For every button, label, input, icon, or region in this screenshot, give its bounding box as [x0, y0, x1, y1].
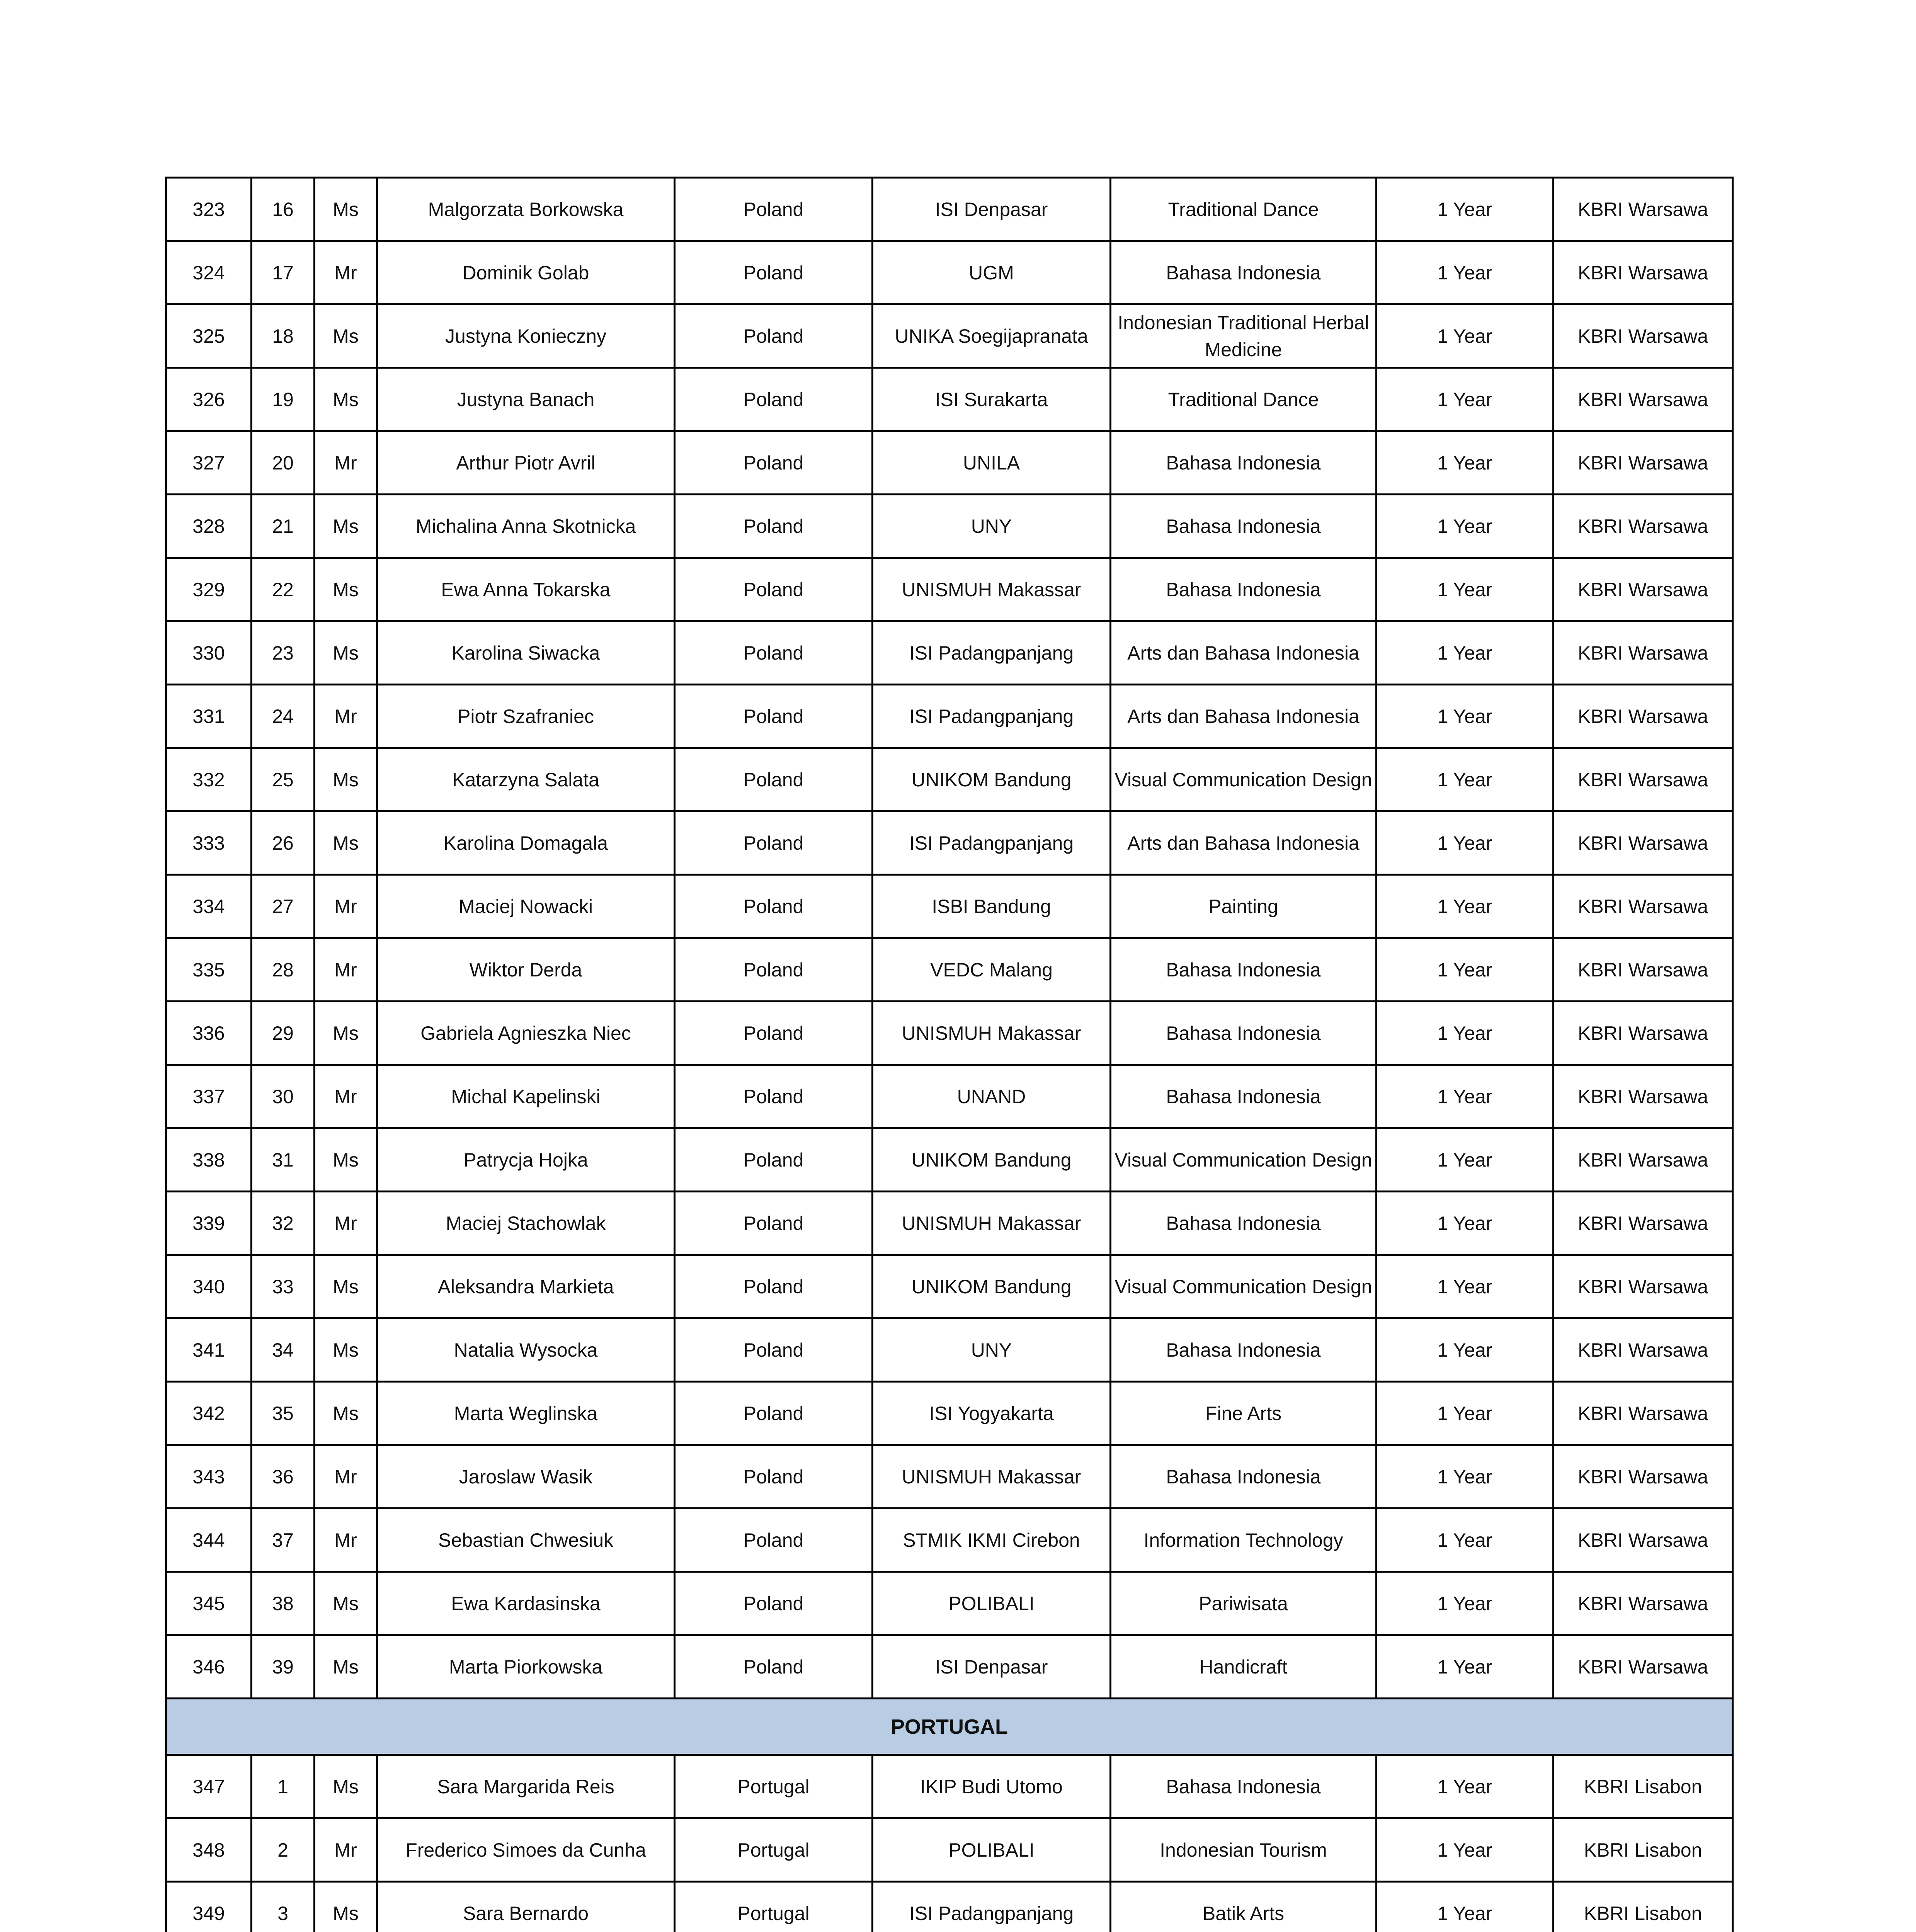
university-cell: POLIBALI: [873, 1572, 1111, 1635]
country-cell: Poland: [675, 811, 873, 875]
program-cell: Fine Arts: [1111, 1382, 1377, 1445]
row-number-cell: 326: [166, 368, 252, 431]
university-cell: ISI Padangpanjang: [873, 811, 1111, 875]
name-cell: Karolina Domagala: [377, 811, 675, 875]
country-number-cell: 2: [252, 1818, 315, 1882]
university-cell: ISI Denpasar: [873, 1635, 1111, 1699]
name-cell: Arthur Piotr Avril: [377, 431, 675, 495]
university-cell: UNILA: [873, 431, 1111, 495]
title-cell: Ms: [315, 1382, 377, 1445]
university-cell: ISI Padangpanjang: [873, 621, 1111, 685]
university-cell: ISI Padangpanjang: [873, 685, 1111, 748]
embassy-cell: KBRI Warsawa: [1554, 1572, 1733, 1635]
title-cell: Mr: [315, 241, 377, 304]
country-number-cell: 20: [252, 431, 315, 495]
table-row: [166, 368, 1733, 431]
duration-cell: 1 Year: [1377, 875, 1554, 938]
title-cell: Mr: [315, 1818, 377, 1882]
country-cell: Poland: [675, 241, 873, 304]
name-cell: Gabriela Agnieszka Niec: [377, 1002, 675, 1065]
country-number-cell: 19: [252, 368, 315, 431]
country-number-cell: 31: [252, 1128, 315, 1192]
embassy-cell: KBRI Warsawa: [1554, 431, 1733, 495]
program-cell: Visual Communication Design: [1111, 748, 1377, 811]
country-cell: Portugal: [675, 1882, 873, 1932]
row-number-cell: 340: [166, 1255, 252, 1318]
embassy-cell: KBRI Warsawa: [1554, 1255, 1733, 1318]
country-cell: Poland: [675, 1318, 873, 1382]
university-cell: UNIKA Soegijapranata: [873, 304, 1111, 368]
program-cell: Traditional Dance: [1111, 368, 1377, 431]
table-row: [166, 178, 1733, 241]
row-number-cell: 328: [166, 495, 252, 558]
program-cell: Arts dan Bahasa Indonesia: [1111, 811, 1377, 875]
name-cell: Malgorzata Borkowska: [377, 178, 675, 241]
embassy-cell: KBRI Warsawa: [1554, 1192, 1733, 1255]
country-number-cell: 36: [252, 1445, 315, 1509]
country-number-cell: 26: [252, 811, 315, 875]
row-number-cell: 342: [166, 1382, 252, 1445]
country-cell: Poland: [675, 1445, 873, 1509]
country-number-cell: 23: [252, 621, 315, 685]
embassy-cell: KBRI Lisabon: [1554, 1818, 1733, 1882]
program-cell: Indonesian Tourism: [1111, 1818, 1377, 1882]
country-cell: Poland: [675, 1572, 873, 1635]
participants-table: [165, 177, 1734, 1932]
embassy-cell: KBRI Warsawa: [1554, 1065, 1733, 1128]
program-cell: Bahasa Indonesia: [1111, 1065, 1377, 1128]
name-cell: Jaroslaw Wasik: [377, 1445, 675, 1509]
embassy-cell: KBRI Warsawa: [1554, 938, 1733, 1002]
program-cell: Bahasa Indonesia: [1111, 431, 1377, 495]
duration-cell: 1 Year: [1377, 1635, 1554, 1699]
embassy-cell: KBRI Warsawa: [1554, 1128, 1733, 1192]
title-cell: Mr: [315, 431, 377, 495]
embassy-cell: KBRI Warsawa: [1554, 1318, 1733, 1382]
program-cell: Bahasa Indonesia: [1111, 241, 1377, 304]
duration-cell: 1 Year: [1377, 368, 1554, 431]
name-cell: Dominik Golab: [377, 241, 675, 304]
embassy-cell: KBRI Warsawa: [1554, 368, 1733, 431]
name-cell: Michalina Anna Skotnicka: [377, 495, 675, 558]
row-number-cell: 324: [166, 241, 252, 304]
program-cell: Bahasa Indonesia: [1111, 1002, 1377, 1065]
row-number-cell: 345: [166, 1572, 252, 1635]
row-number-cell: 323: [166, 178, 252, 241]
program-cell: Visual Communication Design: [1111, 1255, 1377, 1318]
program-cell: Bahasa Indonesia: [1111, 1318, 1377, 1382]
country-number-cell: 38: [252, 1572, 315, 1635]
university-cell: ISBI Bandung: [873, 875, 1111, 938]
embassy-cell: KBRI Warsawa: [1554, 748, 1733, 811]
name-cell: Ewa Kardasinska: [377, 1572, 675, 1635]
university-cell: ISI Surakarta: [873, 368, 1111, 431]
name-cell: Sara Margarida Reis: [377, 1755, 675, 1818]
country-cell: Poland: [675, 1192, 873, 1255]
title-cell: Ms: [315, 748, 377, 811]
name-cell: Natalia Wysocka: [377, 1318, 675, 1382]
title-cell: Ms: [315, 1128, 377, 1192]
table-row: [166, 1002, 1733, 1065]
table-row: [166, 304, 1733, 368]
table-row: [166, 685, 1733, 748]
country-number-cell: 33: [252, 1255, 315, 1318]
country-cell: Poland: [675, 304, 873, 368]
duration-cell: 1 Year: [1377, 1065, 1554, 1128]
country-cell: Poland: [675, 1002, 873, 1065]
country-cell: Poland: [675, 495, 873, 558]
country-number-cell: 39: [252, 1635, 315, 1699]
row-number-cell: 341: [166, 1318, 252, 1382]
program-cell: Indonesian Traditional Herbal Medicine: [1111, 304, 1377, 368]
title-cell: Ms: [315, 304, 377, 368]
title-cell: Ms: [315, 1882, 377, 1932]
program-cell: Information Technology: [1111, 1509, 1377, 1572]
duration-cell: 1 Year: [1377, 1255, 1554, 1318]
row-number-cell: 347: [166, 1755, 252, 1818]
row-number-cell: 339: [166, 1192, 252, 1255]
country-cell: Poland: [675, 875, 873, 938]
row-number-cell: 348: [166, 1818, 252, 1882]
table-row: [166, 1445, 1733, 1509]
table-row: [166, 1509, 1733, 1572]
name-cell: Karolina Siwacka: [377, 621, 675, 685]
table-row: [166, 1755, 1733, 1818]
university-cell: POLIBALI: [873, 1818, 1111, 1882]
program-cell: Bahasa Indonesia: [1111, 1192, 1377, 1255]
country-number-cell: 30: [252, 1065, 315, 1128]
country-cell: Poland: [675, 431, 873, 495]
name-cell: Wiktor Derda: [377, 938, 675, 1002]
country-number-cell: 3: [252, 1882, 315, 1932]
table-row: [166, 558, 1733, 621]
duration-cell: 1 Year: [1377, 495, 1554, 558]
university-cell: UNISMUH Makassar: [873, 1445, 1111, 1509]
table-row: [166, 1065, 1733, 1128]
name-cell: Aleksandra Markieta: [377, 1255, 675, 1318]
title-cell: Mr: [315, 1192, 377, 1255]
title-cell: Mr: [315, 1065, 377, 1128]
embassy-cell: KBRI Warsawa: [1554, 811, 1733, 875]
country-number-cell: 24: [252, 685, 315, 748]
embassy-cell: KBRI Lisabon: [1554, 1882, 1733, 1932]
program-cell: Batik Arts: [1111, 1882, 1377, 1932]
embassy-cell: KBRI Warsawa: [1554, 1002, 1733, 1065]
program-cell: Painting: [1111, 875, 1377, 938]
country-cell: Poland: [675, 368, 873, 431]
title-cell: Ms: [315, 621, 377, 685]
row-number-cell: 329: [166, 558, 252, 621]
title-cell: Mr: [315, 1509, 377, 1572]
title-cell: Mr: [315, 685, 377, 748]
row-number-cell: 335: [166, 938, 252, 1002]
name-cell: Michal Kapelinski: [377, 1065, 675, 1128]
university-cell: UGM: [873, 241, 1111, 304]
university-cell: UNISMUH Makassar: [873, 1192, 1111, 1255]
university-cell: VEDC Malang: [873, 938, 1111, 1002]
country-number-cell: 34: [252, 1318, 315, 1382]
embassy-cell: KBRI Warsawa: [1554, 241, 1733, 304]
country-cell: Poland: [675, 1255, 873, 1318]
duration-cell: 1 Year: [1377, 938, 1554, 1002]
title-cell: Mr: [315, 1445, 377, 1509]
program-cell: Bahasa Indonesia: [1111, 558, 1377, 621]
duration-cell: 1 Year: [1377, 178, 1554, 241]
university-cell: UNIKOM Bandung: [873, 748, 1111, 811]
table-row: [166, 1572, 1733, 1635]
table-row: [166, 1128, 1733, 1192]
row-number-cell: 334: [166, 875, 252, 938]
country-cell: Poland: [675, 558, 873, 621]
duration-cell: 1 Year: [1377, 1882, 1554, 1932]
row-number-cell: 344: [166, 1509, 252, 1572]
university-cell: UNISMUH Makassar: [873, 558, 1111, 621]
program-cell: Arts dan Bahasa Indonesia: [1111, 621, 1377, 685]
country-cell: Portugal: [675, 1818, 873, 1882]
country-number-cell: 25: [252, 748, 315, 811]
country-number-cell: 32: [252, 1192, 315, 1255]
section-header: PORTUGAL: [166, 1699, 1733, 1755]
country-number-cell: 29: [252, 1002, 315, 1065]
university-cell: UNIKOM Bandung: [873, 1255, 1111, 1318]
row-number-cell: 331: [166, 685, 252, 748]
university-cell: UNY: [873, 1318, 1111, 1382]
duration-cell: 1 Year: [1377, 304, 1554, 368]
title-cell: Mr: [315, 938, 377, 1002]
country-number-cell: 1: [252, 1755, 315, 1818]
embassy-cell: KBRI Warsawa: [1554, 875, 1733, 938]
country-cell: Poland: [675, 1128, 873, 1192]
section-header-row: [166, 1699, 1733, 1755]
row-number-cell: 337: [166, 1065, 252, 1128]
name-cell: Marta Weglinska: [377, 1382, 675, 1445]
country-number-cell: 28: [252, 938, 315, 1002]
table-row: [166, 875, 1733, 938]
table-row: [166, 621, 1733, 685]
title-cell: Ms: [315, 811, 377, 875]
country-cell: Poland: [675, 1065, 873, 1128]
embassy-cell: KBRI Warsawa: [1554, 1509, 1733, 1572]
country-cell: Portugal: [675, 1755, 873, 1818]
country-number-cell: 21: [252, 495, 315, 558]
duration-cell: 1 Year: [1377, 1818, 1554, 1882]
duration-cell: 1 Year: [1377, 241, 1554, 304]
table-row: [166, 811, 1733, 875]
country-cell: Poland: [675, 621, 873, 685]
row-number-cell: 330: [166, 621, 252, 685]
name-cell: Maciej Stachowlak: [377, 1192, 675, 1255]
duration-cell: 1 Year: [1377, 811, 1554, 875]
table-row: [166, 1635, 1733, 1699]
duration-cell: 1 Year: [1377, 1382, 1554, 1445]
name-cell: Marta Piorkowska: [377, 1635, 675, 1699]
row-number-cell: 343: [166, 1445, 252, 1509]
program-cell: Bahasa Indonesia: [1111, 495, 1377, 558]
title-cell: Ms: [315, 1755, 377, 1818]
embassy-cell: KBRI Warsawa: [1554, 1635, 1733, 1699]
row-number-cell: 338: [166, 1128, 252, 1192]
program-cell: Traditional Dance: [1111, 178, 1377, 241]
name-cell: Patrycja Hojka: [377, 1128, 675, 1192]
university-cell: UNAND: [873, 1065, 1111, 1128]
university-cell: UNY: [873, 495, 1111, 558]
table-row: [166, 241, 1733, 304]
name-cell: Sebastian Chwesiuk: [377, 1509, 675, 1572]
title-cell: Ms: [315, 1255, 377, 1318]
title-cell: Ms: [315, 1002, 377, 1065]
table-row: [166, 431, 1733, 495]
duration-cell: 1 Year: [1377, 685, 1554, 748]
table-row: [166, 1818, 1733, 1882]
country-cell: Poland: [675, 1635, 873, 1699]
title-cell: Ms: [315, 495, 377, 558]
embassy-cell: KBRI Warsawa: [1554, 1445, 1733, 1509]
program-cell: Bahasa Indonesia: [1111, 1445, 1377, 1509]
duration-cell: 1 Year: [1377, 1572, 1554, 1635]
title-cell: Ms: [315, 368, 377, 431]
program-cell: Bahasa Indonesia: [1111, 1755, 1377, 1818]
row-number-cell: 332: [166, 748, 252, 811]
country-number-cell: 37: [252, 1509, 315, 1572]
row-number-cell: 333: [166, 811, 252, 875]
name-cell: Frederico Simoes da Cunha: [377, 1818, 675, 1882]
name-cell: Justyna Banach: [377, 368, 675, 431]
university-cell: ISI Yogyakarta: [873, 1382, 1111, 1445]
title-cell: Ms: [315, 558, 377, 621]
country-cell: Poland: [675, 938, 873, 1002]
duration-cell: 1 Year: [1377, 431, 1554, 495]
name-cell: Piotr Szafraniec: [377, 685, 675, 748]
duration-cell: 1 Year: [1377, 1509, 1554, 1572]
embassy-cell: KBRI Warsawa: [1554, 178, 1733, 241]
name-cell: Justyna Konieczny: [377, 304, 675, 368]
table-row: [166, 495, 1733, 558]
country-number-cell: 18: [252, 304, 315, 368]
country-cell: Poland: [675, 1382, 873, 1445]
embassy-cell: KBRI Warsawa: [1554, 558, 1733, 621]
name-cell: Maciej Nowacki: [377, 875, 675, 938]
university-cell: IKIP Budi Utomo: [873, 1755, 1111, 1818]
table-row: [166, 1192, 1733, 1255]
embassy-cell: KBRI Warsawa: [1554, 621, 1733, 685]
university-cell: UNIKOM Bandung: [873, 1128, 1111, 1192]
duration-cell: 1 Year: [1377, 621, 1554, 685]
row-number-cell: 346: [166, 1635, 252, 1699]
country-number-cell: 35: [252, 1382, 315, 1445]
duration-cell: 1 Year: [1377, 1002, 1554, 1065]
embassy-cell: KBRI Warsawa: [1554, 304, 1733, 368]
table-row: [166, 938, 1733, 1002]
university-cell: STMIK IKMI Cirebon: [873, 1509, 1111, 1572]
duration-cell: 1 Year: [1377, 1318, 1554, 1382]
program-cell: Arts dan Bahasa Indonesia: [1111, 685, 1377, 748]
row-number-cell: 336: [166, 1002, 252, 1065]
title-cell: Mr: [315, 875, 377, 938]
country-cell: Poland: [675, 1509, 873, 1572]
country-number-cell: 16: [252, 178, 315, 241]
table-row: [166, 1255, 1733, 1318]
duration-cell: 1 Year: [1377, 1128, 1554, 1192]
university-cell: ISI Denpasar: [873, 178, 1111, 241]
country-number-cell: 27: [252, 875, 315, 938]
country-number-cell: 17: [252, 241, 315, 304]
program-cell: Visual Communication Design: [1111, 1128, 1377, 1192]
table-row: [166, 1318, 1733, 1382]
row-number-cell: 349: [166, 1882, 252, 1932]
title-cell: Ms: [315, 1635, 377, 1699]
country-cell: Poland: [675, 685, 873, 748]
table-row: [166, 1382, 1733, 1445]
name-cell: Sara Bernardo: [377, 1882, 675, 1932]
name-cell: Ewa Anna Tokarska: [377, 558, 675, 621]
row-number-cell: 325: [166, 304, 252, 368]
country-cell: Poland: [675, 748, 873, 811]
program-cell: Handicraft: [1111, 1635, 1377, 1699]
duration-cell: 1 Year: [1377, 1192, 1554, 1255]
program-cell: Bahasa Indonesia: [1111, 938, 1377, 1002]
duration-cell: 1 Year: [1377, 1445, 1554, 1509]
embassy-cell: KBRI Warsawa: [1554, 685, 1733, 748]
table-body: [166, 178, 1733, 1932]
title-cell: Ms: [315, 1318, 377, 1382]
embassy-cell: KBRI Warsawa: [1554, 495, 1733, 558]
title-cell: Ms: [315, 1572, 377, 1635]
embassy-cell: KBRI Warsawa: [1554, 1382, 1733, 1445]
embassy-cell: KBRI Lisabon: [1554, 1755, 1733, 1818]
university-cell: UNISMUH Makassar: [873, 1002, 1111, 1065]
university-cell: ISI Padangpanjang: [873, 1882, 1111, 1932]
duration-cell: 1 Year: [1377, 748, 1554, 811]
duration-cell: 1 Year: [1377, 558, 1554, 621]
row-number-cell: 327: [166, 431, 252, 495]
table-row: [166, 748, 1733, 811]
title-cell: Ms: [315, 178, 377, 241]
program-cell: Pariwisata: [1111, 1572, 1377, 1635]
country-cell: Poland: [675, 178, 873, 241]
country-number-cell: 22: [252, 558, 315, 621]
table-row: [166, 1882, 1733, 1932]
duration-cell: 1 Year: [1377, 1755, 1554, 1818]
name-cell: Katarzyna Salata: [377, 748, 675, 811]
